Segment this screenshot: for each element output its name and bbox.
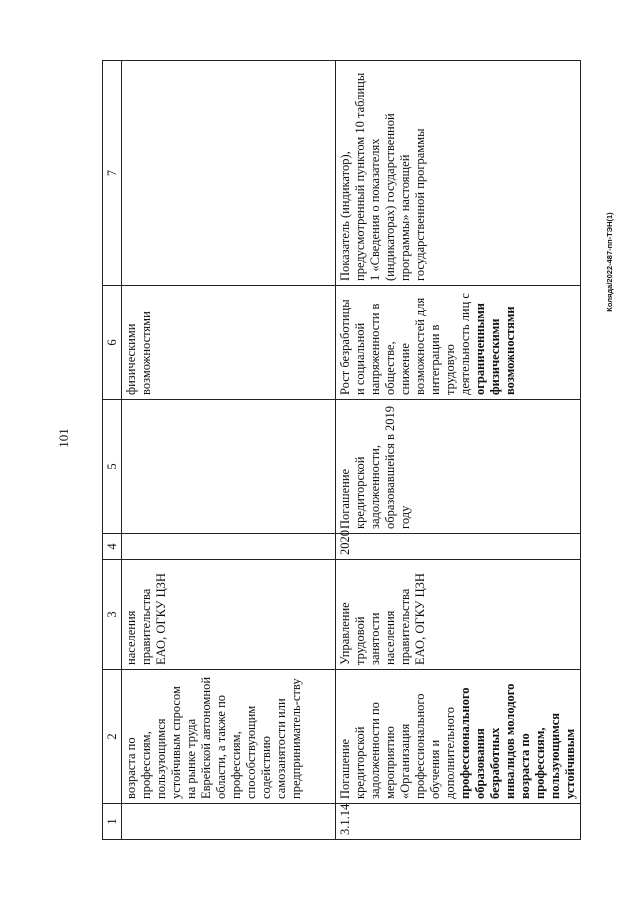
row2-event: [336, 670, 581, 804]
header-col-1: 1: [103, 804, 122, 840]
rotated-table-frame: [102, 60, 577, 840]
table-header-row: [103, 61, 122, 840]
header-col-4: 4: [103, 534, 122, 560]
row1-indicator: [122, 61, 336, 286]
document-code: Коляда/2022-487-пп-ТЭН(1): [605, 212, 614, 312]
row2-executor: Управление трудовой занятости населения правительства ЕАО, ОГКУ ЦЗН: [336, 560, 581, 670]
table-row: [336, 61, 581, 840]
row1-consequences: физическими возможностями: [122, 286, 336, 400]
header-col-5: 5: [103, 400, 122, 534]
table-container: [102, 60, 577, 840]
row2-number: 3.1.14: [336, 804, 581, 840]
row2-event-text-bold: профессионального образования безработных инвалидов молодого возраста по профессиям, пользующимся устойчивым: [458, 683, 577, 799]
program-table: [102, 60, 581, 840]
row2-consequences: [336, 286, 581, 400]
row2-indicator: Показатель (индикатор), предусмотренный пунктом 10 таблицы 1 «Сведения о показателях (индикаторах) государственной программы» настоящей государственной программы: [336, 61, 581, 286]
row2-consequences-text: Рост безработицы и социальной напряженности в обществе, снижение возможностей для интеграции в трудовую деятельность лиц с: [338, 293, 472, 395]
row1-number: [122, 804, 336, 840]
row2-event-text: Погашение кредиторской задолженности по мероприятию «Организация профессионального обучения и дополнительного: [338, 693, 457, 799]
header-col-6: 6: [103, 286, 122, 400]
row2-result: Погашение кредиторской задолженности, образовавшейся в 2019 году: [336, 400, 581, 534]
page-number: 101: [56, 428, 71, 448]
row1-executor: населения правительства ЕАО, ОГКУ ЦЗН: [122, 560, 336, 670]
header-col-7: 7: [103, 61, 122, 286]
header-col-2: 2: [103, 670, 122, 804]
row2-consequences-text-bold: ограниченными физическими возможностями: [473, 302, 517, 395]
row1-result: [122, 400, 336, 534]
table-row: [122, 61, 336, 840]
row2-year: 2020: [336, 534, 581, 560]
row1-year: [122, 534, 336, 560]
row1-event: возраста по профессиям, пользующимся устойчивым спросом на рынке труда Еврейской автономной области, а также по профессиям, способствующим содействию самозанятости или предприниматель-ству: [122, 670, 336, 804]
header-col-3: 3: [103, 560, 122, 670]
